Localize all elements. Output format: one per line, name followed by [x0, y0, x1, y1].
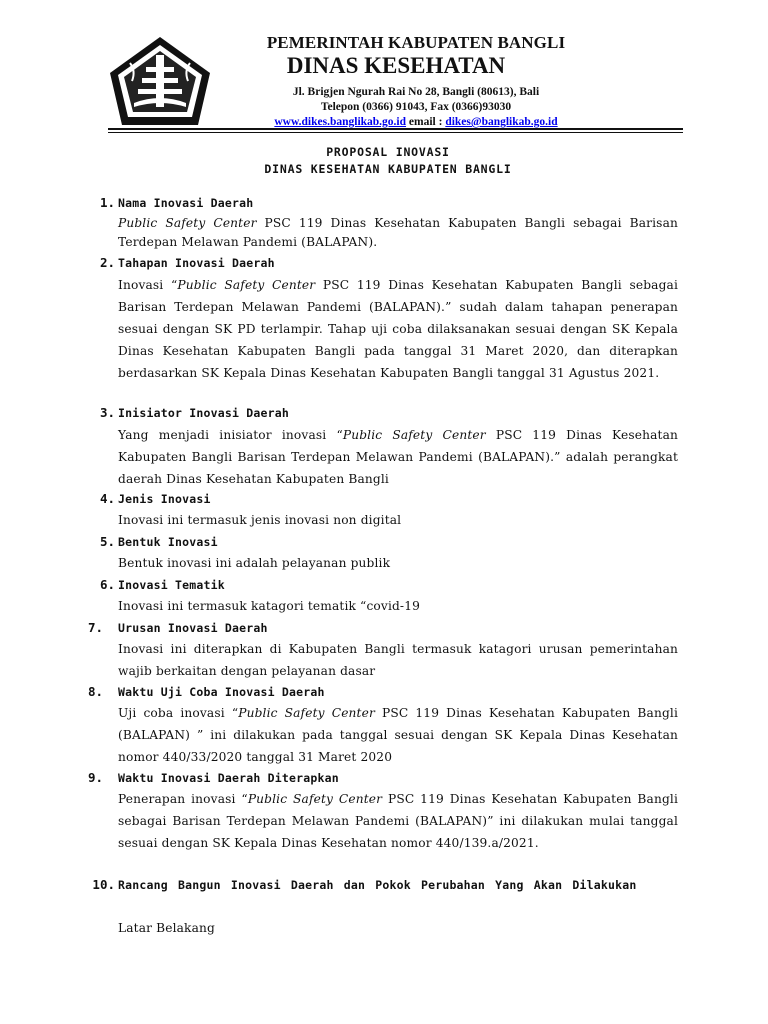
- section-number: 2.: [99, 255, 115, 270]
- italic-term: Public Safety Center: [118, 216, 257, 230]
- section-body: Inovasi ini termasuk katagori tematik “covid-19: [118, 599, 421, 613]
- email-label: email :: [408, 116, 443, 128]
- section-heading: Tahapan Inovasi Daerah: [118, 256, 275, 270]
- section-heading: Rancang Bangun Inovasi Daerah dan Pokok Perubahan Yang Akan Dilakukan: [118, 878, 637, 892]
- section-heading: Waktu Uji Coba Inovasi Daerah: [118, 685, 325, 699]
- email-link[interactable]: dikes@banglikab.go.id: [445, 116, 558, 128]
- section-number: 1.: [99, 195, 115, 210]
- section-number: 9.: [88, 770, 104, 785]
- section-number: 6.: [99, 577, 115, 592]
- italic-term: Public Safety Center: [177, 278, 316, 292]
- section-body: Bentuk inovasi ini adalah pelayanan publik: [118, 556, 391, 570]
- section-heading: Inisiator Inovasi Daerah: [118, 406, 289, 420]
- section-number: 5.: [99, 534, 115, 549]
- department-name: DINAS KESEHATAN: [286, 53, 506, 78]
- section-heading: Inovasi Tematik: [118, 578, 225, 592]
- section-body: Yang menjadi inisiator inovasi “Public Safety Center PSC 119 Dinas Kesehatan Kabupaten Bangli Barisan Terdepan Melawan Pandemi (BALAPAN).” adalah perangkat daerah Dinas Kesehatan Kabupaten Bangli: [118, 428, 678, 486]
- section-heading: Jenis Inovasi: [118, 492, 211, 506]
- section-number: 3.: [99, 405, 115, 420]
- italic-term: Public Safety Center: [238, 706, 375, 720]
- section-body: Public Safety Center PSC 119 Dinas Kesehatan Kabupaten Bangli sebagai Barisan Terdepan Melawan Pandemi (BALAPAN).: [118, 216, 678, 249]
- section-number: 4.: [99, 491, 115, 506]
- section-body: Inovasi “Public Safety Center PSC 119 Dinas Kesehatan Kabupaten Bangli sebagai Barisan Terdepan Melawan Pandemi (BALAPAN).” sudah dalam tahapan penerapan sesuai dengan SK PD terlampir. Tahap uji coba dilaksanakan sesuai dengan SK Kepala Dinas Kesehatan Kabupaten Bangli pada tanggal 31 Maret 2020, dan diterapkan berdasarkan SK Kepala Dinas Kesehatan Kabupaten Bangli tanggal 31 Agustus 2021.: [118, 278, 678, 380]
- letterhead-rule-thick: [108, 128, 683, 130]
- section-heading: Bentuk Inovasi: [118, 535, 218, 549]
- italic-term: Public Safety Center: [342, 428, 486, 442]
- title-line-2: DINAS KESEHATAN KABUPATEN BANGLI: [264, 162, 512, 176]
- section-body: Inovasi ini termasuk jenis inovasi non digital: [118, 513, 402, 527]
- office-phone: Telepon (0366) 91043, Fax (0366)93030: [320, 101, 512, 113]
- section-body: Penerapan inovasi “Public Safety Center PSC 119 Dinas Kesehatan Kabupaten Bangli sebagai Barisan Terdepan Melawan Pandemi (BALAPAN)” ini dilakukan mulai tanggal sesuai dengan SK Kepala Dinas Kesehatan nomor 440/139.a/2021.: [118, 792, 678, 850]
- office-address: Jl. Brigjen Ngurah Rai No 28, Bangli (80613), Bali: [292, 86, 540, 98]
- letterhead: [216, 33, 616, 130]
- italic-term: Public Safety Center: [247, 792, 383, 806]
- government-name: PEMERINTAH KABUPATEN BANGLI: [266, 33, 566, 52]
- document-title: [120, 144, 656, 178]
- title-line-1: PROPOSAL INOVASI: [326, 145, 450, 159]
- bangli-regency-emblem-icon: [106, 33, 214, 129]
- section-number: 8.: [88, 684, 104, 699]
- section-body: Latar Belakang: [118, 921, 215, 935]
- section-heading: Nama Inovasi Daerah: [118, 196, 254, 210]
- section-body: Uji coba inovasi “Public Safety Center PSC 119 Dinas Kesehatan Kabupaten Bangli (BALAPAN) ” ini dilakukan pada tanggal sesuai dengan SK Kepala Dinas Kesehatan nomor 440/33/2020 tanggal 31 Maret 2020: [118, 706, 679, 764]
- section-number: 7.: [88, 620, 104, 635]
- letterhead-rule-thin: [108, 132, 683, 133]
- section-body: Inovasi ini diterapkan di Kabupaten Bangli termasuk katagori urusan pemerintahan wajib berkaitan dengan pelayanan dasar: [118, 642, 678, 678]
- website-link[interactable]: www.dikes.banglikab.go.id: [274, 116, 407, 128]
- section-heading: Urusan Inovasi Daerah: [118, 621, 268, 635]
- section-number: 10.: [92, 877, 115, 892]
- section-heading: Waktu Inovasi Daerah Diterapkan: [118, 771, 339, 785]
